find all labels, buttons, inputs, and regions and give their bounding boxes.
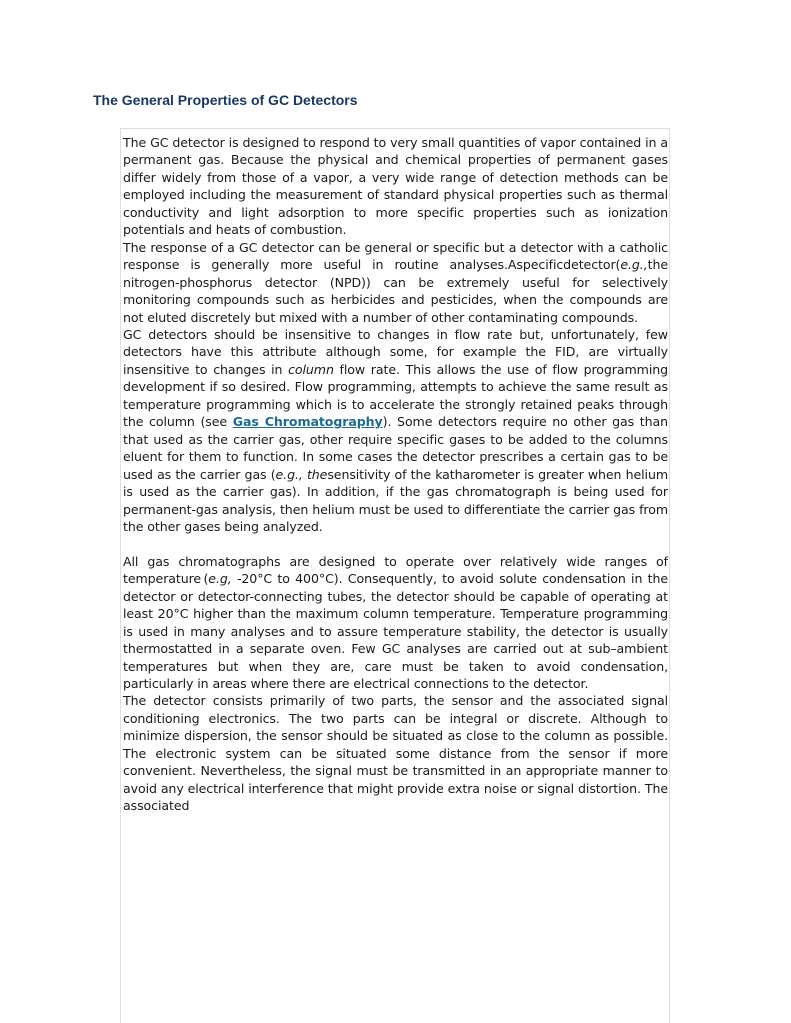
article-body: [120, 128, 670, 1023]
text-segment: ). Some detectors require no other gas than that used as the carrier gas, other require specific gases to be added to the columns eluent for them to function. In some cases the detector prescribes a certain gas to be used as the carrier gas (: [123, 414, 668, 482]
text-segment: GC detectors should be insensitive to changes in flow rate but, unfortunately, few detectors have this attribute although some, for example the FID, are virtually insensitive to changes in: [123, 326, 668, 377]
text-segment: All gas chromatographs are designed to operate over relatively wide ranges of temperature (: [123, 553, 668, 587]
italic-text: e.g.,: [620, 257, 648, 273]
paragraph-2: [123, 239, 668, 326]
paragraph-5: [123, 692, 668, 814]
paragraph-3: [123, 326, 668, 535]
text-segment: The response of a GC detector can be general or specific but a detector with a catholic response is generally more useful in routine analyses.Aspecificdetector(: [123, 239, 668, 273]
paragraph-4: [123, 553, 668, 693]
text-segment: flow rate. This allows the use of flow programming development if so desired. Flow programming, attempts to achieve the same result as temperature programming which is to accelerate the strongly retained peaks through the column (see: [123, 361, 668, 430]
italic-text: e.g., the: [275, 466, 328, 482]
gas-chromatography-link[interactable]: Gas Chromatography: [232, 414, 383, 430]
text-segment: -20°C to 400°C). Consequently, to avoid solute condensation in the detector or detector-connecting tubes, the detector should be capable of operating at least 20°C higher than the maximum column temperature. Temperature programming is used in many analyses and to assure temperature stability, the detector is usually thermostatted in a separate oven. Few GC analyses are carried out at sub–ambient temperatures but when they are, care must be taken to avoid condensation, particularly in areas where there are electrical connections to the detector.: [123, 571, 668, 692]
text-segment: the nitrogen-phosphorus detector (NPD)) can be extremely useful for selectively monitoring compounds such as herbicides and pesticides, when the compounds are not eluted discretely but mixed with a number of other contaminating compounds.: [123, 257, 668, 325]
paragraph-1: [123, 134, 668, 239]
italic-text: column: [288, 361, 334, 377]
text-segment: The detector consists primarily of two parts, the sensor and the associated signal conditioning electronics. The two parts can be integral or discrete. Although to minimize dispersion, the sensor should be situated as close to the column as possible. The electronic system can be situated some distance from the sensor if more convenient. Nevertheless, the signal must be transmitted in an appropriate manner to avoid any electrical interference that might provide extra noise or signal distortion. The associated: [123, 693, 668, 814]
paragraph-spacer: [123, 535, 668, 552]
text-segment: sensitivity of the katharometer is greater when helium is used as the carrier gas). In addition, if the gas chromatograph is being used for permanent-gas analysis, then helium must be used to differentiate the carrier gas from the other gases being analyzed.: [123, 466, 669, 534]
page-title: The General Properties of GC Detectors: [93, 92, 358, 108]
italic-text: e.g,: [208, 571, 232, 587]
text-segment: The GC detector is designed to respond to very small quantities of vapor contained in a permanent gas. Because the physical and chemical properties of permanent gases differ widely from those of a vapor, a very wide range of detection methods can be employed including the measurement of standard physical properties such as thermal conductivity and light adsorption to more specific properties such as ionization potentials and heats of combustion.: [123, 135, 668, 238]
